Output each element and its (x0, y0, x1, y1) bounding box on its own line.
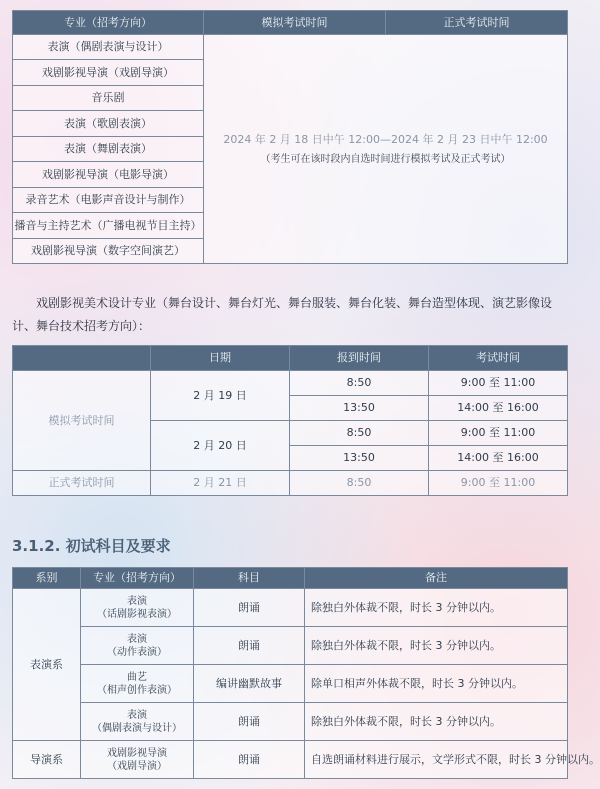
major-name: 表演 (127, 633, 147, 645)
major-cell (81, 589, 194, 627)
subject-cell: 朗诵 (194, 589, 305, 627)
major-cell: 表演（偶剧表演与设计） (13, 35, 204, 60)
note-cell: 除独白外体裁不限，时长 3 分钟以内。 (305, 627, 568, 665)
major-direction: （戏剧导演） (107, 760, 167, 772)
date-cell: 2 月 19 日 (151, 371, 290, 421)
formal-exam-label: 正式考试时间 (13, 471, 151, 496)
schedule-table-2 (12, 345, 568, 496)
subject-cell: 朗诵 (194, 741, 305, 779)
major-cell (81, 665, 194, 703)
major-name: 戏剧影视导演 (107, 747, 167, 759)
exam-cell: 14:00 至 16:00 (429, 446, 568, 471)
dept-cell: 表演系 (13, 589, 81, 741)
major-direction: （动作表演） (107, 646, 167, 658)
major-cell (81, 627, 194, 665)
header-formal-time: 正式考试时间 (386, 11, 568, 35)
exam-time-cell (204, 35, 568, 264)
exam-time-note: （考生可在该时段内自选时间进行模拟考试及正式考试） (260, 153, 511, 165)
checkin-cell: 8:50 (290, 471, 429, 496)
major-cell: 表演（舞剧表演） (13, 137, 204, 162)
header-note: 备注 (305, 568, 568, 589)
major-cell: 录音艺术（电影声音设计与制作） (13, 188, 204, 213)
header-subject: 科目 (194, 568, 305, 589)
header-major: 专业（招考方向） (81, 568, 194, 589)
header-major: 专业（招考方向） (13, 11, 204, 35)
major-name: 表演 (127, 709, 147, 721)
major-name: 曲艺 (127, 671, 147, 683)
checkin-cell: 13:50 (290, 396, 429, 421)
note-cell: 除独白外体裁不限，时长 3 分钟以内。 (305, 589, 568, 627)
header-blank (13, 346, 151, 371)
header-exam: 考试时间 (429, 346, 568, 371)
mock-exam-label: 模拟考试时间 (13, 371, 151, 471)
exam-cell: 9:00 至 11:00 (429, 471, 568, 496)
checkin-cell: 13:50 (290, 446, 429, 471)
exam-cell: 9:00 至 11:00 (429, 371, 568, 396)
major-name: 表演 (127, 595, 147, 607)
major-direction: （话剧影视表演） (97, 608, 177, 620)
header-mock-time: 模拟考试时间 (204, 11, 386, 35)
subject-cell: 朗诵 (194, 627, 305, 665)
subjects-table (12, 567, 600, 779)
major-cell: 播音与主持艺术（广播电视节目主持） (13, 213, 204, 239)
section-title: 3.1.2. 初试科目及要求 (12, 537, 171, 555)
major-cell: 表演（歌剧表演） (13, 111, 204, 137)
major-cell (81, 741, 194, 779)
major-direction: （偶剧表演与设计） (92, 722, 182, 734)
header-dept: 系别 (13, 568, 81, 589)
art-design-paragraph: 戏剧影视美术设计专业（舞台设计、舞台灯光、舞台服装、舞台化装、舞台造型体现、演艺影像设计、舞台技术招考方向）： (12, 296, 553, 333)
schedule-table-1 (12, 10, 568, 264)
note-cell: 除独白外体裁不限，时长 3 分钟以内。 (305, 703, 568, 741)
note-cell: 除单口相声外体裁不限，时长 3 分钟以内。 (305, 665, 568, 703)
major-cell: 戏剧影视导演（戏剧导演） (13, 60, 204, 86)
major-cell: 戏剧影视导演（电影导演） (13, 162, 204, 188)
date-cell: 2 月 21 日 (151, 471, 290, 496)
exam-cell: 9:00 至 11:00 (429, 421, 568, 446)
header-checkin: 报到时间 (290, 346, 429, 371)
dept-cell: 导演系 (13, 741, 81, 779)
date-cell: 2 月 20 日 (151, 421, 290, 471)
major-cell (81, 703, 194, 741)
major-cell: 音乐剧 (13, 86, 204, 111)
exam-cell: 14:00 至 16:00 (429, 396, 568, 421)
subject-cell: 编讲幽默故事 (194, 665, 305, 703)
exam-time-range: 2024 年 2 月 18 日中午 12:00—2024 年 2 月 23 日中午 12:00 (223, 132, 548, 146)
major-direction: （相声创作表演） (97, 684, 177, 696)
subject-cell: 朗诵 (194, 703, 305, 741)
note-cell: 自选朗诵材料进行展示，文学形式不限，时长 3 分钟以内。 (305, 741, 568, 779)
checkin-cell: 8:50 (290, 421, 429, 446)
major-cell: 戏剧影视导演（数字空间演艺） (13, 239, 204, 264)
checkin-cell: 8:50 (290, 371, 429, 396)
header-date: 日期 (151, 346, 290, 371)
